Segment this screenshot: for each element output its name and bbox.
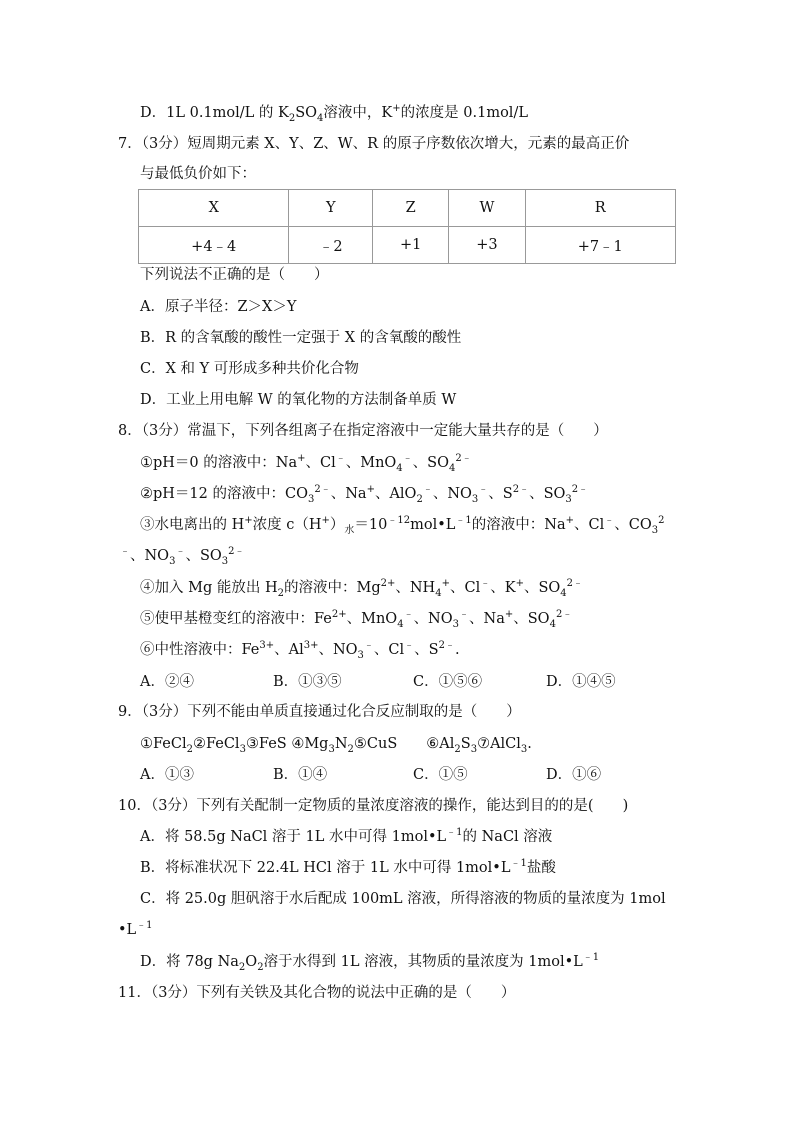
q7-stem-line1: 7．（3分）短周期元素 X、Y、Z、W、R 的原子序数依次增大，元素的最高正价 bbox=[118, 136, 630, 152]
q9-option-b: B．①④ bbox=[273, 767, 328, 783]
q10-option-b: B．将标准状况下 22.4L HCl 溶于 1L 水中可得 $1mol•L^{﹣1}$盐酸 bbox=[140, 858, 556, 876]
q9-option-c: C．①⑤ bbox=[413, 767, 468, 783]
q8-item-2: ②pH＝12 的溶液中：$CO_3^{2﹣}$、Na+、AlO$_2$﹣、$NO_3^﹣$、$S^{2﹣}$、$SO_3^{2﹣}$ bbox=[140, 484, 589, 505]
table-row bbox=[139, 227, 676, 264]
table-header-cell: Z bbox=[373, 190, 449, 227]
q9-items: ①FeCl$_2$②FeCl$_3$③FeS $④Mg_3N_2⑤CuS$ $⑥Al_2S_3⑦AlCl_3$. bbox=[140, 736, 532, 755]
q7-option-c: C．X 和 Y 可形成多种共价化合物 bbox=[140, 361, 359, 377]
table-header-cell: W bbox=[449, 190, 525, 227]
q10-stem: 10．（3分）下列有关配制一定物质的量浓度溶液的操作，能达到目的的是( ) bbox=[118, 798, 629, 814]
q8-item-6: ⑥中性溶液中：$Fe^{3+}$、$Al^{3+}$、$NO_3^﹣$、Cl﹣、$S^{2﹣}$. bbox=[140, 640, 460, 661]
q8-item-5: ⑤使甲基橙变红的溶液中：$Fe^{2+}$、MnO$_4$﹣、$NO_3^﹣$、Na+、$SO_4^{2﹣}$ bbox=[140, 609, 573, 630]
q9-option-a: A．①③ bbox=[140, 767, 194, 783]
q7-stem-line2: 与最低负价如下： bbox=[140, 166, 256, 182]
table-cell: +1 bbox=[373, 227, 449, 264]
q6-option-d: D．1L 0.1mol/L 的 $K_2SO_4$溶液中，K+的浓度是 0.1mol/L bbox=[140, 103, 528, 124]
q7-option-d: D．工业上用电解 W 的氧化物的方法制备单质 W bbox=[140, 392, 457, 408]
q8-option-d: D．①④⑤ bbox=[546, 674, 616, 690]
q8-option-b: B．①③⑤ bbox=[273, 674, 342, 690]
table-cell: +3 bbox=[449, 227, 525, 264]
table-cell: +4﹣4 bbox=[139, 227, 289, 264]
q8-item-3-cont: ﹣、$NO_3^﹣$、$SO_3^{2﹣}$ bbox=[120, 546, 245, 567]
q7-prompt: 下列说法不正确的是（ ） bbox=[140, 267, 329, 283]
q7-option-b: B．R 的含氧酸的酸性一定强于 X 的含氧酸的酸性 bbox=[140, 330, 462, 346]
q8-item-4: ④加入 Mg 能放出 $H_2$的溶液中：$Mg^{2+}$、$NH_4^+$、Cl﹣、K+、$SO_4^{2﹣}$ bbox=[140, 578, 584, 599]
q10-option-c: C．将 25.0g 胆矾溶于水后配成 100mL 溶液，所得溶液的物质的量浓度为 1mol bbox=[140, 891, 666, 907]
q7-option-a: A．原子半径：Z＞X＞Y bbox=[140, 299, 297, 315]
q10-option-d: D．将 78g $Na_2O_2$溶于水得到 1L 溶液，其物质的量浓度为 $1mol•L^{﹣1}$ bbox=[140, 952, 600, 973]
q9-stem: 9．（3分）下列不能由单质直接通过化合反应制取的是（ ） bbox=[118, 704, 521, 720]
table-header-cell: Y bbox=[289, 190, 373, 227]
q11-stem: 11．（3分）下列有关铁及其化合物的说法中正确的是（ ） bbox=[118, 985, 516, 1001]
table-header-cell: R bbox=[525, 190, 676, 227]
table-cell: ﹣2 bbox=[289, 227, 373, 264]
q8-item-1: ①pH＝0 的溶液中：Na+、Cl﹣、MnO$_4$﹣、$SO_4^{2﹣}$ bbox=[140, 453, 472, 474]
table-cell: +7﹣1 bbox=[525, 227, 676, 264]
valence-table bbox=[138, 189, 676, 264]
q8-item-3: ③水电离出的 H+浓度 $c(H^+)_水=10^{﹣12}mol•L^{﹣1}$的溶液中：Na+、Cl﹣、$CO_3^2$ bbox=[140, 515, 665, 536]
table-header-cell: X bbox=[139, 190, 289, 227]
table-header-row bbox=[139, 190, 676, 227]
q10-option-a: A．将 58.5g NaCl 溶于 1L 水中可得 $1mol•L^{﹣1}$的 NaCl 溶液 bbox=[140, 827, 553, 845]
q10-option-c-cont: $•L^{﹣1}$ bbox=[118, 920, 153, 938]
q9-option-d: D．①⑥ bbox=[546, 767, 602, 783]
q8-option-c: C．①⑤⑥ bbox=[413, 674, 483, 690]
q8-option-a: A．②④ bbox=[140, 674, 194, 690]
q8-stem: 8．（3分）常温下，下列各组离子在指定溶液中一定能大量共存的是（ ） bbox=[118, 423, 608, 439]
